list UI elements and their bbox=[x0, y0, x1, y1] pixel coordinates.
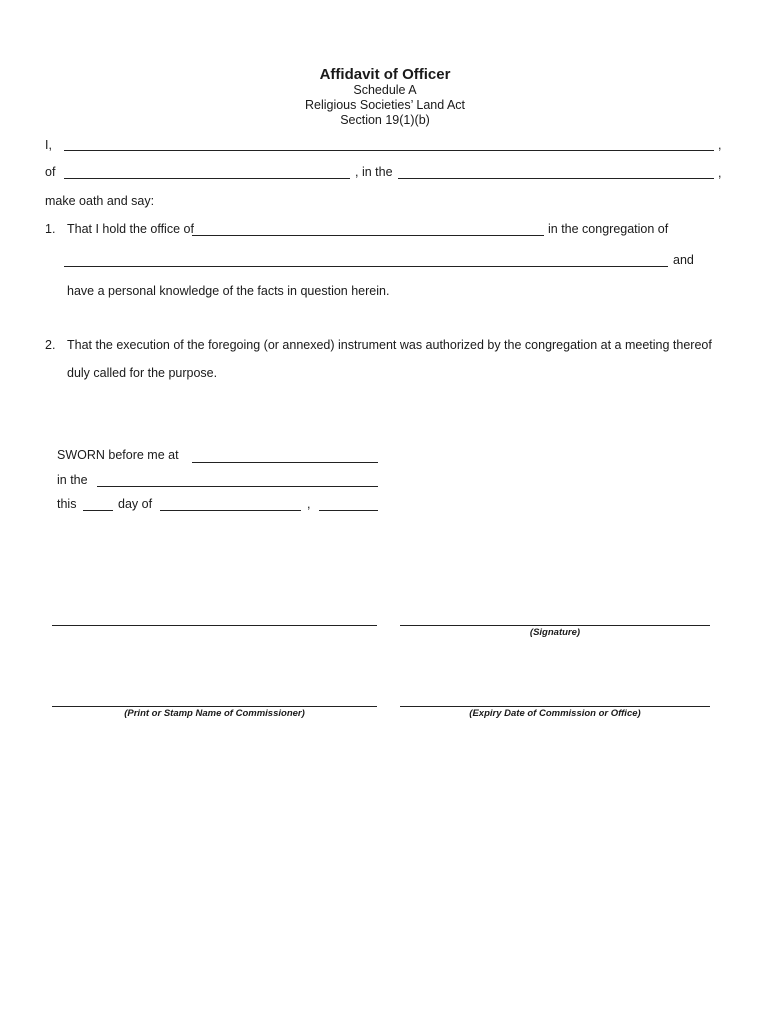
sworn-location-field[interactable] bbox=[192, 462, 378, 463]
day-of-label: day of bbox=[118, 497, 153, 511]
para2-text-b: duly called for the purpose. bbox=[67, 366, 218, 380]
para1-text-c: have a personal knowledge of the facts in question herein. bbox=[67, 284, 390, 298]
document-title: Affidavit of Officer bbox=[319, 66, 451, 83]
deponent-signature-line[interactable] bbox=[400, 625, 710, 626]
year-field[interactable] bbox=[319, 510, 378, 511]
i-label: I, bbox=[45, 138, 52, 152]
sworn-label: SWORN before me at bbox=[57, 448, 179, 462]
month-field[interactable] bbox=[160, 510, 301, 511]
comma-1: , bbox=[718, 138, 722, 152]
of-label: of bbox=[45, 165, 56, 179]
schedule-label: Schedule A bbox=[353, 83, 417, 97]
signature-caption: (Signature) bbox=[529, 627, 581, 638]
oath-statement: make oath and say: bbox=[45, 194, 155, 208]
sworn-municipality-field[interactable] bbox=[97, 486, 378, 487]
sworn-in-the-label: in the bbox=[57, 473, 88, 487]
municipality-field[interactable] bbox=[398, 178, 714, 179]
section-label: Section 19(1)(b) bbox=[340, 113, 430, 127]
comma-2: , bbox=[718, 166, 722, 180]
office-field[interactable] bbox=[192, 235, 544, 236]
para2-number: 2. bbox=[45, 338, 56, 352]
para1-text-a: That I hold the office of bbox=[67, 222, 194, 236]
para1-text-b: in the congregation of bbox=[548, 222, 669, 236]
in-the-label: , in the bbox=[355, 165, 393, 179]
sworn-comma: , bbox=[307, 497, 311, 511]
congregation-field[interactable] bbox=[64, 266, 668, 267]
act-label: Religious Societies’ Land Act bbox=[304, 98, 466, 112]
expiry-caption: (Expiry Date of Commission or Office) bbox=[469, 708, 641, 719]
residence-field[interactable] bbox=[64, 178, 350, 179]
para2-text-a: That the execution of the foregoing (or annexed) instrument was authorized by the congregation at a meeting thereof bbox=[67, 338, 712, 352]
para1-and: and bbox=[673, 253, 694, 267]
commissioner-signature-line[interactable] bbox=[52, 625, 377, 626]
expiry-date-line[interactable] bbox=[400, 706, 710, 707]
sworn-this-label: this bbox=[57, 497, 77, 511]
commissioner-name-line[interactable] bbox=[52, 706, 377, 707]
day-field[interactable] bbox=[83, 510, 113, 511]
commissioner-caption: (Print or Stamp Name of Commissioner) bbox=[124, 708, 305, 719]
deponent-name-field[interactable] bbox=[64, 150, 714, 151]
para1-number: 1. bbox=[45, 222, 56, 236]
